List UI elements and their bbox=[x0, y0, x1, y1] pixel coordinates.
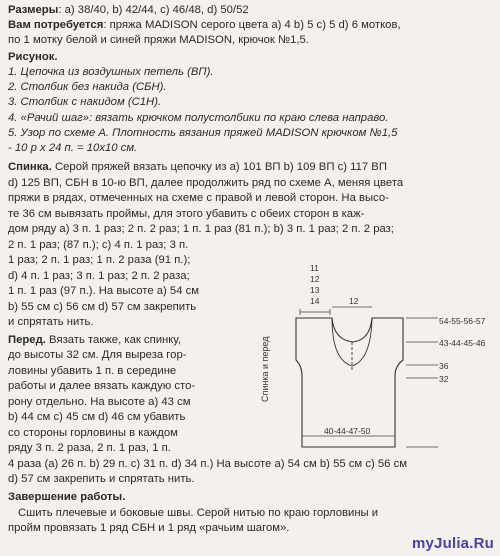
pattern-item: - 10 р х 24 п. = 10х10 см. bbox=[8, 142, 138, 154]
front-line: со стороны горловины в каждом bbox=[8, 427, 178, 439]
finish-heading: Завершение работы. bbox=[8, 491, 126, 503]
materials-text-1: : пряжа MADISON серого цвета a) 4 b) 5 c) 5 d) 6 мотков, bbox=[103, 19, 401, 31]
materials-heading: Вам потребуется bbox=[8, 19, 104, 31]
back-line: 2 п. 1 раз; (87 п.); c) 4 п. 1 раз; 3 п. bbox=[8, 239, 189, 251]
top-label: 11 bbox=[310, 263, 319, 273]
pattern-item: 5. Узор по схеме А. Плотность вязания пряжей MADISON крючком №1,5 bbox=[8, 127, 398, 139]
front-line: рону отдельно. На высоте a) 43 см bbox=[8, 396, 191, 408]
back-line: 1 раз; 2 п. 1 раз; 1 п. 2 раза (91 п.); bbox=[8, 254, 191, 266]
back-line: и спрятать нить. bbox=[8, 316, 94, 328]
watermark-name: Julia bbox=[434, 535, 470, 552]
bottom-label: 40-44-47-50 bbox=[324, 426, 371, 436]
materials-line-1 bbox=[8, 18, 401, 33]
back-line: пряжи в рядах, отмеченных на схеме с правой и левой сторон. На высо- bbox=[8, 192, 389, 204]
front-line: ряду 3 п. 2 раза, 2 п. 1 раз, 1 п. bbox=[8, 442, 171, 454]
front-line: b) 44 см c) 45 см d) 46 см убавить bbox=[8, 411, 186, 423]
pattern-item: 1. Цепочка из воздушных петель (ВП). bbox=[8, 66, 214, 78]
front-line: до высоты 32 см. Для выреза гор- bbox=[8, 349, 187, 361]
right-label: 54-55-56-57 bbox=[439, 316, 486, 326]
finish-line: пройм провязать 1 ряд СБН и 1 ряд «рачьим шагом». bbox=[8, 522, 290, 534]
side-caption: Спинка и перед bbox=[260, 336, 270, 402]
back-line: d) 4 п. 1 раз; 3 п. 1 раз; 2 п. 2 раза; bbox=[8, 270, 190, 282]
back-line-1: Спинка. Серой пряжей вязать цепочку из a) 101 ВП b) 109 ВП c) 117 ВП bbox=[8, 161, 387, 173]
materials-line-2: по 1 мотку белой и синей пряжи MADISON, крючок №1,5. bbox=[8, 34, 309, 46]
right-label: 36 bbox=[439, 361, 449, 371]
back-line: 1 п. 1 раз (97 п.). На высоте a) 54 см bbox=[8, 285, 200, 297]
sizes-heading: Размеры bbox=[8, 4, 59, 16]
front-heading: Перед. bbox=[8, 334, 46, 346]
front-line-1: Перед. Вязать также, как спинку, bbox=[8, 334, 181, 346]
back-line: b) 55 см c) 56 см d) 57 см закрепить bbox=[8, 301, 197, 313]
site-watermark bbox=[412, 535, 494, 552]
pattern-item: 4. «Рачий шаг»: вязать крючком полустолбики по краю слева направо. bbox=[8, 112, 389, 124]
front-line: d) 57 см закрепить и спрятать нить. bbox=[8, 473, 195, 485]
front-line: ловины убавить 1 п. в середине bbox=[8, 365, 177, 377]
watermark-prefix: my bbox=[411, 535, 435, 552]
right-label: 32 bbox=[439, 374, 449, 384]
watermark-suffix: .Ru bbox=[469, 535, 494, 552]
pattern-item: 3. Столбик с накидом (С1Н). bbox=[8, 96, 162, 108]
right-label: 43-44-45-46 bbox=[439, 338, 486, 348]
finish-line: Сшить плечевые и боковые швы. Серой нитью по краю горловины и bbox=[18, 507, 379, 519]
sizes-line bbox=[8, 3, 249, 18]
back-line: d) 125 ВП, СБН в 10-ю ВП, далее продолжить ряд по схеме А, меняя цвета bbox=[8, 177, 404, 189]
top-label: 13 bbox=[310, 285, 320, 295]
garment-schematic bbox=[258, 262, 500, 458]
top-label: 14 bbox=[310, 296, 320, 306]
back-line: те 36 см вывязать проймы, для этого убавить с обеих сторон в каж- bbox=[8, 208, 365, 220]
front-line: работы и далее вязать каждую сто- bbox=[8, 380, 196, 392]
back-heading: Спинка. bbox=[8, 161, 52, 173]
back-line: дом ряду a) 3 п. 1 раз; 2 п. 2 раз; 1 п. 1 раз (81 п.); b) 3 п. 1 раз; 2 п. 2 раз; bbox=[8, 223, 394, 235]
pattern-item: 2. Столбик без накида (СБН). bbox=[8, 81, 167, 93]
sizes-text: : a) 38/40, b) 42/44, c) 46/48, d) 50/52 bbox=[58, 4, 249, 16]
neck-width-label: 12 bbox=[349, 296, 359, 306]
pattern-heading: Рисунок. bbox=[8, 51, 58, 63]
top-label: 12 bbox=[310, 274, 320, 284]
front-line: 4 раза (a) 26 п. b) 29 п. c) 31 п. d) 34 п.) На высоте a) 54 см b) 55 см c) 56 см bbox=[8, 458, 408, 470]
